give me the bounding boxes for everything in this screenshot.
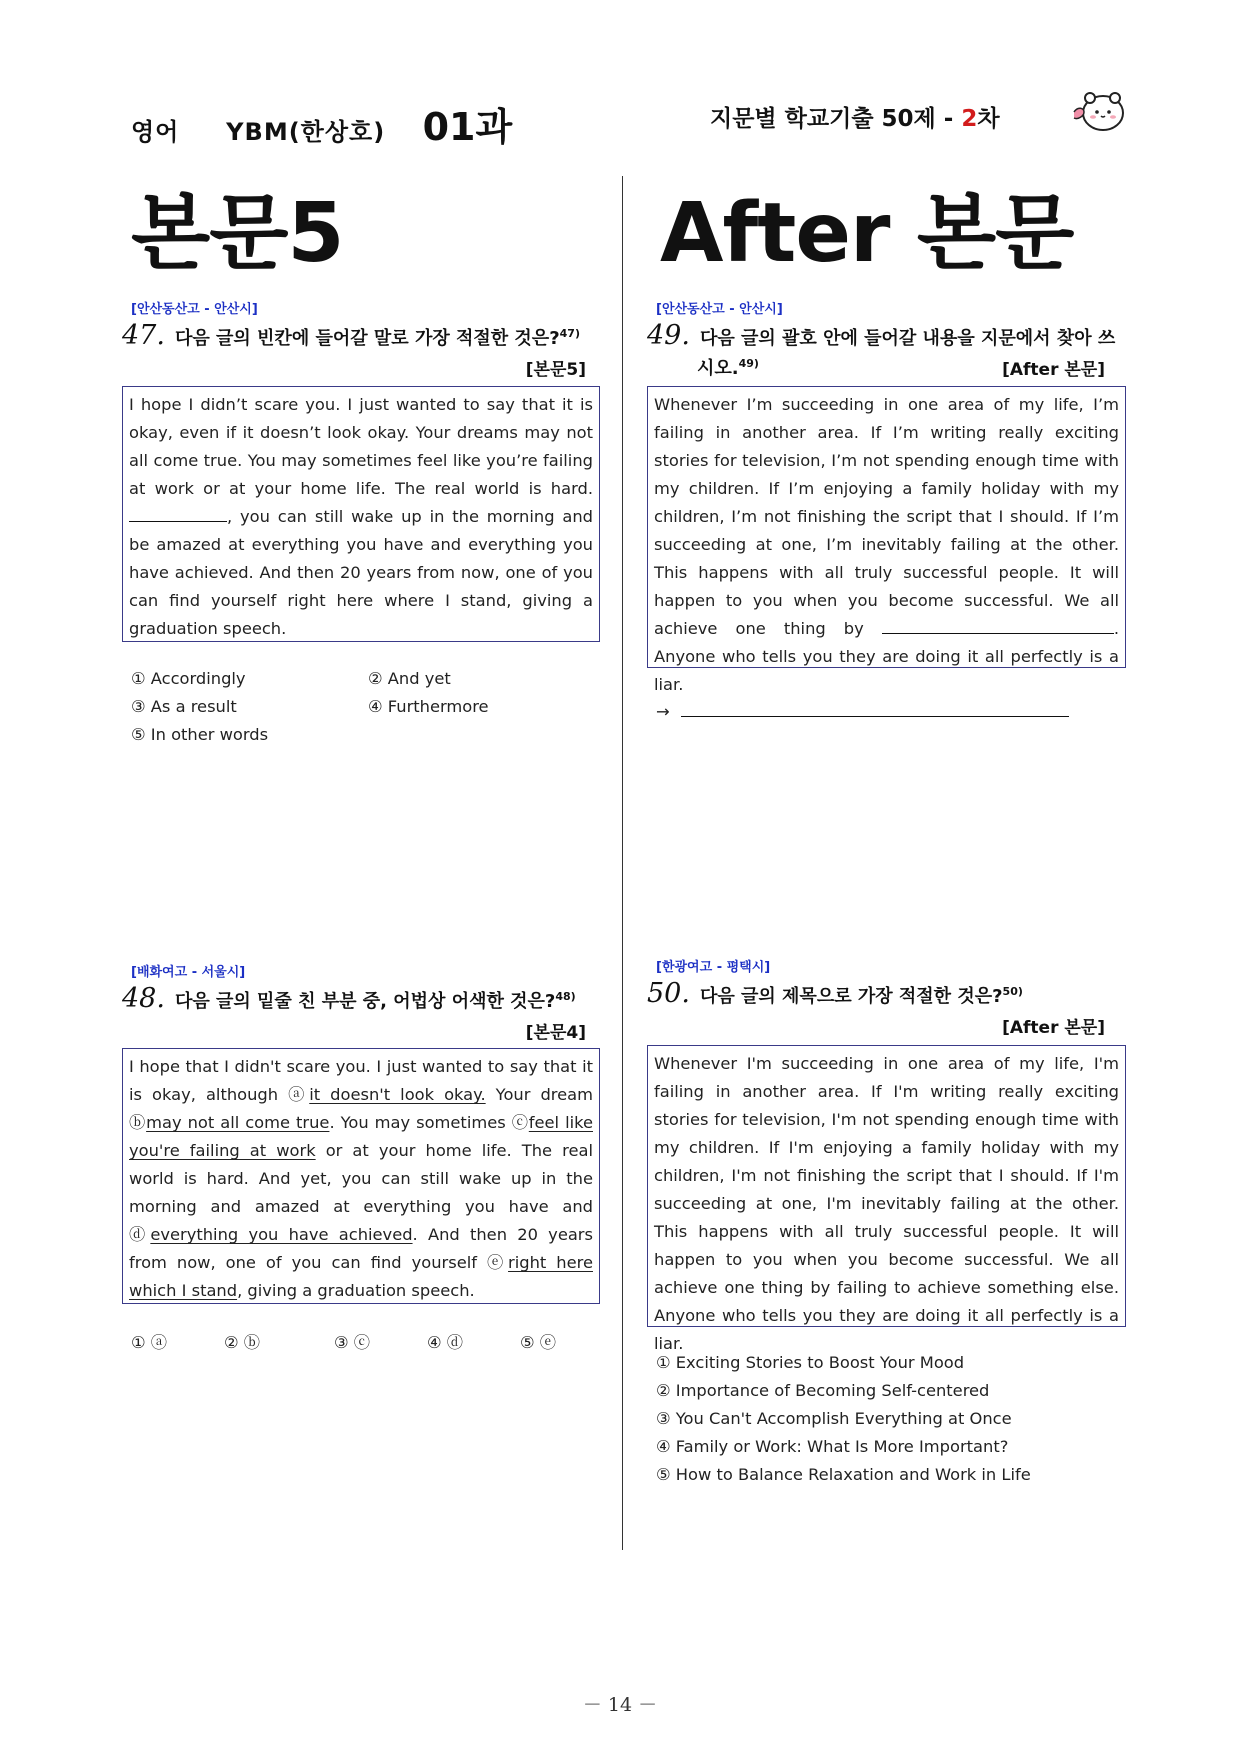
school-label-49: [안산동산고 - 안산시]	[656, 302, 783, 317]
marker-b: ⓑ	[129, 1113, 147, 1132]
lesson-number: 01과	[422, 105, 513, 149]
option-48-4[interactable]: ④ ⓓ	[427, 1333, 464, 1352]
passage-47-part1: I hope I didn’t scare you. I just wanted to say that it is okay, even if it doesn’t look okay. Your dreams may not all come true. You may sometimes feel like you’re failing at work or at your home life. The real world is hard.	[129, 395, 593, 498]
header-subject-line	[131, 96, 512, 151]
option-47-1[interactable]: ① Accordingly	[131, 669, 246, 688]
option-50-1[interactable]: ① Exciting Stories to Boost Your Mood	[656, 1353, 965, 1372]
marker-c: ⓒ	[511, 1113, 529, 1132]
footnote-ref-50: 50)	[1002, 985, 1023, 998]
passage-48-text: Your dream	[485, 1085, 593, 1104]
answer-line-49[interactable]	[656, 698, 1069, 721]
marker-e: ⓔ	[486, 1253, 509, 1272]
section-title-right: After 본문	[660, 186, 1074, 281]
passage-49-part1: Whenever I’m succeeding in one area of my life, I’m failing in another area. If I’m writing really exciting stories for television, I’m not spending enough time with my children. If I’m enjoying a family holiday with my children, I’m not finishing the script that I should. If I’m succeeding at one, I’m inevitably failing at the other. This happens with all truly successful people. It will happen to you when you become successful. We all achieve one thing by	[654, 395, 1119, 638]
school-label-48: [배화여고 - 서울시]	[131, 965, 246, 980]
option-48-2[interactable]: ② ⓑ	[224, 1333, 261, 1352]
passage-49-part2: . Anyone who tells you they are doing it all perfectly is a liar.	[654, 619, 1119, 694]
question-number-49: 49.	[647, 320, 690, 351]
column-divider	[622, 176, 623, 1550]
question-50-prompt	[647, 978, 1023, 1009]
footnote-ref-47: 47)	[559, 327, 580, 340]
passage-48-text: . You may sometimes	[329, 1113, 512, 1132]
passage-47-part2: , you can still wake up in the morning and be amazed at everything you have and everything you have achieved. And then 20 years from now, one of you can find yourself right here where I stand, giving a graduation speech.	[129, 507, 593, 638]
passage-50-text: Whenever I'm succeeding in one area of my life, I'm failing in another area. If I'm writing really exciting stories for television, I'm not spending enough time with my children. If I'm enjoying a family holiday with my children, I'm not finishing the script that I should. If I'm succeeding at one, I'm inevitably failing at the other. This happens with all truly successful people. It will happen to you when you become successful. We all achieve one thing by failing to achieve something else. Anyone who tells you they are doing it all perfectly is a liar.	[654, 1054, 1119, 1353]
question-50-text: 다음 글의 제목으로 가장 적절한 것은?	[699, 986, 1003, 1007]
question-number-50: 50.	[647, 978, 690, 1009]
passage-box-48	[122, 1048, 600, 1304]
answer-arrow: →	[656, 702, 670, 721]
bear-mascot-icon	[1070, 86, 1130, 136]
question-47-text: 다음 글의 빈칸에 들어갈 말로 가장 적절한 것은?	[174, 328, 560, 349]
underlined-d: everything you have achieved	[150, 1225, 413, 1244]
question-49-prompt-cont	[697, 354, 759, 380]
footnote-ref-49: 49)	[738, 357, 759, 370]
option-47-4[interactable]: ④ Furthermore	[368, 697, 489, 716]
question-48-prompt	[122, 983, 576, 1014]
school-label-50: [한광여고 - 평택시]	[656, 960, 771, 975]
subject: 영어	[131, 118, 180, 146]
page-number: － 14 －	[582, 1694, 658, 1716]
passage-box-50	[647, 1045, 1126, 1353]
underlined-a: it doesn't look okay.	[309, 1085, 486, 1104]
option-50-3[interactable]: ③ You Can't Accomplish Everything at Once	[656, 1409, 1012, 1428]
round-number: 2	[961, 106, 978, 132]
round-suffix: 차	[977, 106, 1000, 132]
passage-48-text: . And then 20 years from now, one of you can find yourself	[129, 1225, 593, 1272]
passage-48-text: or at your home life. The real world is hard. And yet, you can still wake up in the morning and amazed at everything you have and	[129, 1141, 593, 1216]
underlined-c: feel like you're failing at work	[129, 1113, 593, 1160]
set-title: 지문별 학교기출 50제 -	[710, 106, 962, 132]
question-47-prompt	[122, 320, 580, 351]
option-47-5[interactable]: ⑤ In other words	[131, 725, 269, 744]
publisher: YBM(한상호)	[226, 118, 386, 146]
option-47-2[interactable]: ② And yet	[368, 669, 451, 688]
option-50-4[interactable]: ④ Family or Work: What Is More Important?	[656, 1437, 1009, 1456]
option-47-3[interactable]: ③ As a result	[131, 697, 237, 716]
passage-tag-50: [After 본문]	[1002, 1018, 1105, 1038]
answer-blank	[129, 503, 227, 522]
passage-tag-49: [After 본문]	[1002, 360, 1105, 380]
passage-box-49	[647, 386, 1126, 694]
question-49-prompt	[647, 320, 1115, 351]
answer-line[interactable]	[681, 698, 1069, 717]
section-title-left: 본문5	[131, 186, 344, 281]
question-49-text-cont: 시오.	[697, 358, 739, 379]
passage-48-text: , giving a graduation speech.	[237, 1281, 475, 1300]
question-number-47: 47.	[122, 320, 165, 351]
underlined-b: may not all come true	[146, 1113, 330, 1132]
header-set-title	[710, 100, 1000, 133]
passage-48-text: I hope that I didn't scare you. I just wanted to say that it is okay, although	[129, 1057, 593, 1104]
answer-blank	[882, 615, 1114, 634]
option-48-1[interactable]: ① ⓐ	[131, 1333, 168, 1352]
passage-tag-47: [본문5]	[525, 360, 586, 380]
footnote-ref-48: 48)	[555, 990, 576, 1003]
option-48-3[interactable]: ③ ⓒ	[334, 1333, 371, 1352]
passage-tag-48: [본문4]	[525, 1023, 586, 1043]
option-50-2[interactable]: ② Importance of Becoming Self-centered	[656, 1381, 990, 1400]
question-48-text: 다음 글의 밑줄 친 부분 중, 어법상 어색한 것은?	[174, 991, 556, 1012]
marker-a: ⓐ	[288, 1085, 310, 1104]
marker-d: ⓓ	[129, 1225, 151, 1244]
school-label-47: [안산동산고 - 안산시]	[131, 302, 258, 317]
question-49-text: 다음 글의 괄호 안에 들어갈 내용을 지문에서 찾아 쓰	[699, 328, 1116, 349]
passage-box-47	[122, 386, 600, 642]
option-50-5[interactable]: ⑤ How to Balance Relaxation and Work in Life	[656, 1465, 1031, 1484]
underlined-e: right here which I stand	[129, 1253, 593, 1300]
option-48-5[interactable]: ⑤ ⓔ	[520, 1333, 557, 1352]
question-number-48: 48.	[122, 983, 165, 1014]
